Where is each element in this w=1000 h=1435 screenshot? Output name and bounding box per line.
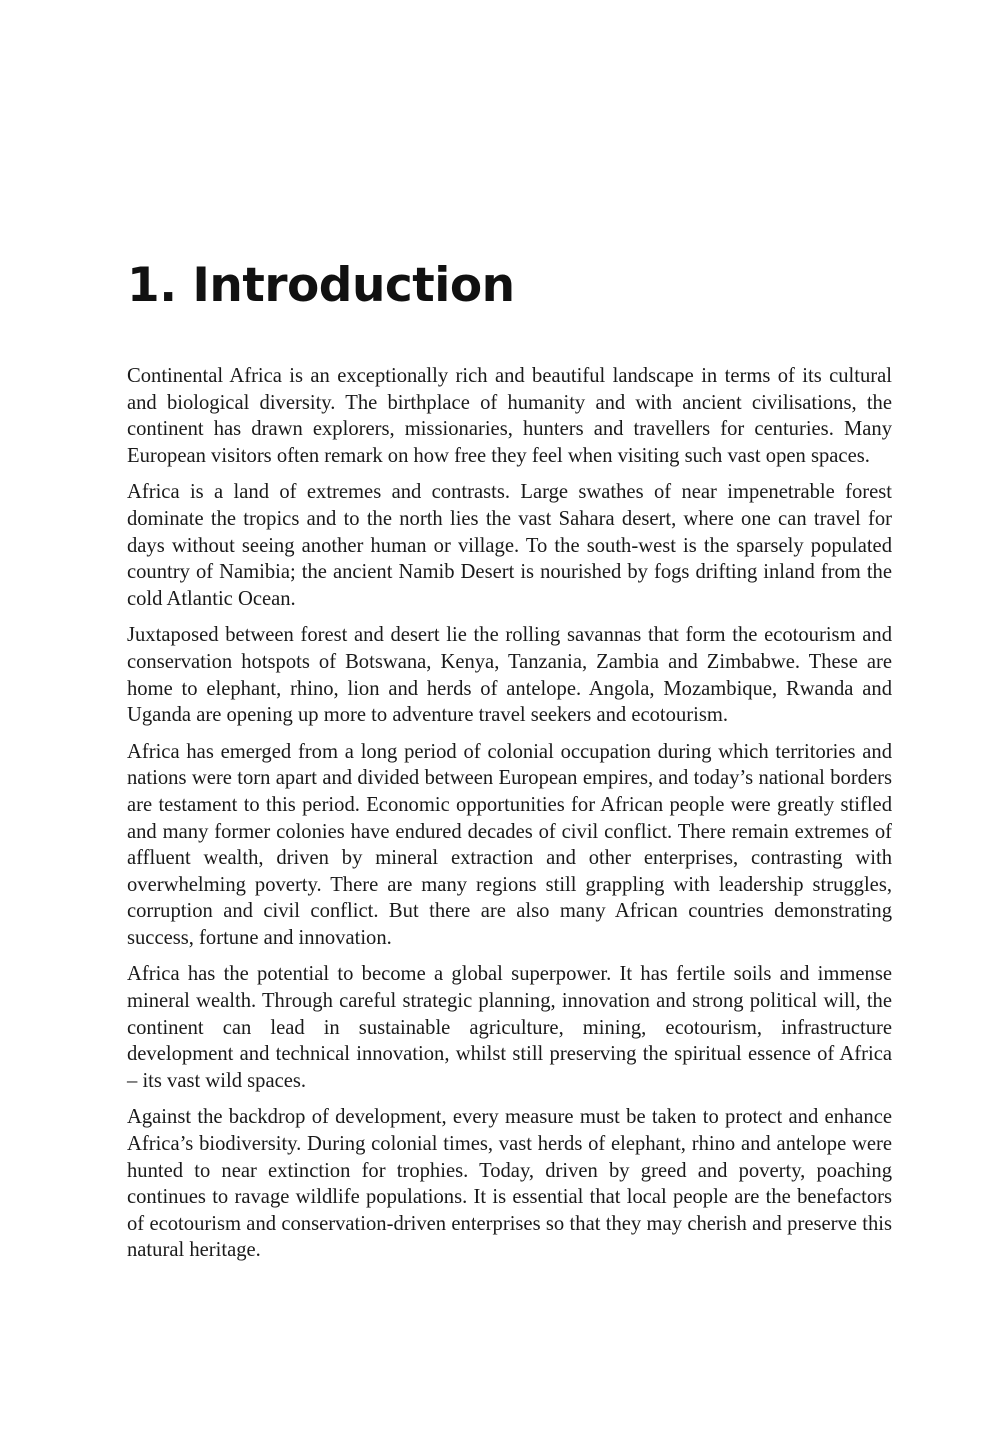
paragraph: Juxtaposed between forest and desert lie the rolling savannas that form the ecotourism and conservation hotspots of Botswana, Kenya, Tanzania, Zambia and Zimbabwe. These are home to elephant, rhino, lion and herds of antelope. Angola, Mozambique, Rwanda and Uganda are opening up more to adventure travel seekers and ecotourism. [127, 624, 892, 727]
chapter-body [127, 363, 892, 1274]
paragraph: Against the backdrop of development, every measure must be taken to protect and enhance Africa’s biodiversity. During colonial times, vast herds of elephant, rhino and antelope were hunted to near extinction for trophies. Today, driven by greed and poverty, poaching continues to ravage wildlife populations. It is essential that local people are the benefactors of ecotourism and conservation-driven enterprises so that they may cherish and preserve this natural heritage. [127, 1106, 892, 1262]
paragraph: Africa has the potential to become a global superpower. It has fertile soils and immense mineral wealth. Through careful strategic planning, innovation and strong political will, the continent can lead in sustainable agriculture, mining, ecotourism, infrastructure development and technical innovation, whilst still preserving the spiritual essence of Africa – its vast wild spaces. [127, 963, 892, 1092]
chapter-heading: 1. Introduction [127, 258, 515, 313]
paragraph: Continental Africa is an exceptionally rich and beautiful landscape in terms of its cultural and biological diversity. The birthplace of humanity and with ancient civilisations, the continent has drawn explorers, missionaries, hunters and travellers for centuries. Many European visitors often remark on how free they feel when visiting such vast open spaces. [127, 365, 892, 467]
paragraph: Africa is a land of extremes and contrasts. Large swathes of near impenetrable forest dominate the tropics and to the north lies the vast Sahara desert, where one can travel for days without seeing another human or village. To the south-west is the sparsely populated country of Namibia; the ancient Namib Desert is nourished by fogs drifting inland from the cold Atlantic Ocean. [127, 481, 892, 610]
paragraph: Africa has emerged from a long period of colonial occupation during which territories and nations were torn apart and divided between European empires, and today’s national borders are testament to this period. Economic opportunities for African people were greatly stifled and many former colonies have endured decades of civil conflict. There remain extremes of affluent wealth, driven by mineral extraction and other enterprises, contrasting with overwhelming poverty. There are many regions still grappling with leadership struggles, corruption and civil conflict. But there are also many African countries demonstrating success, fortune and innovation. [127, 740, 892, 949]
